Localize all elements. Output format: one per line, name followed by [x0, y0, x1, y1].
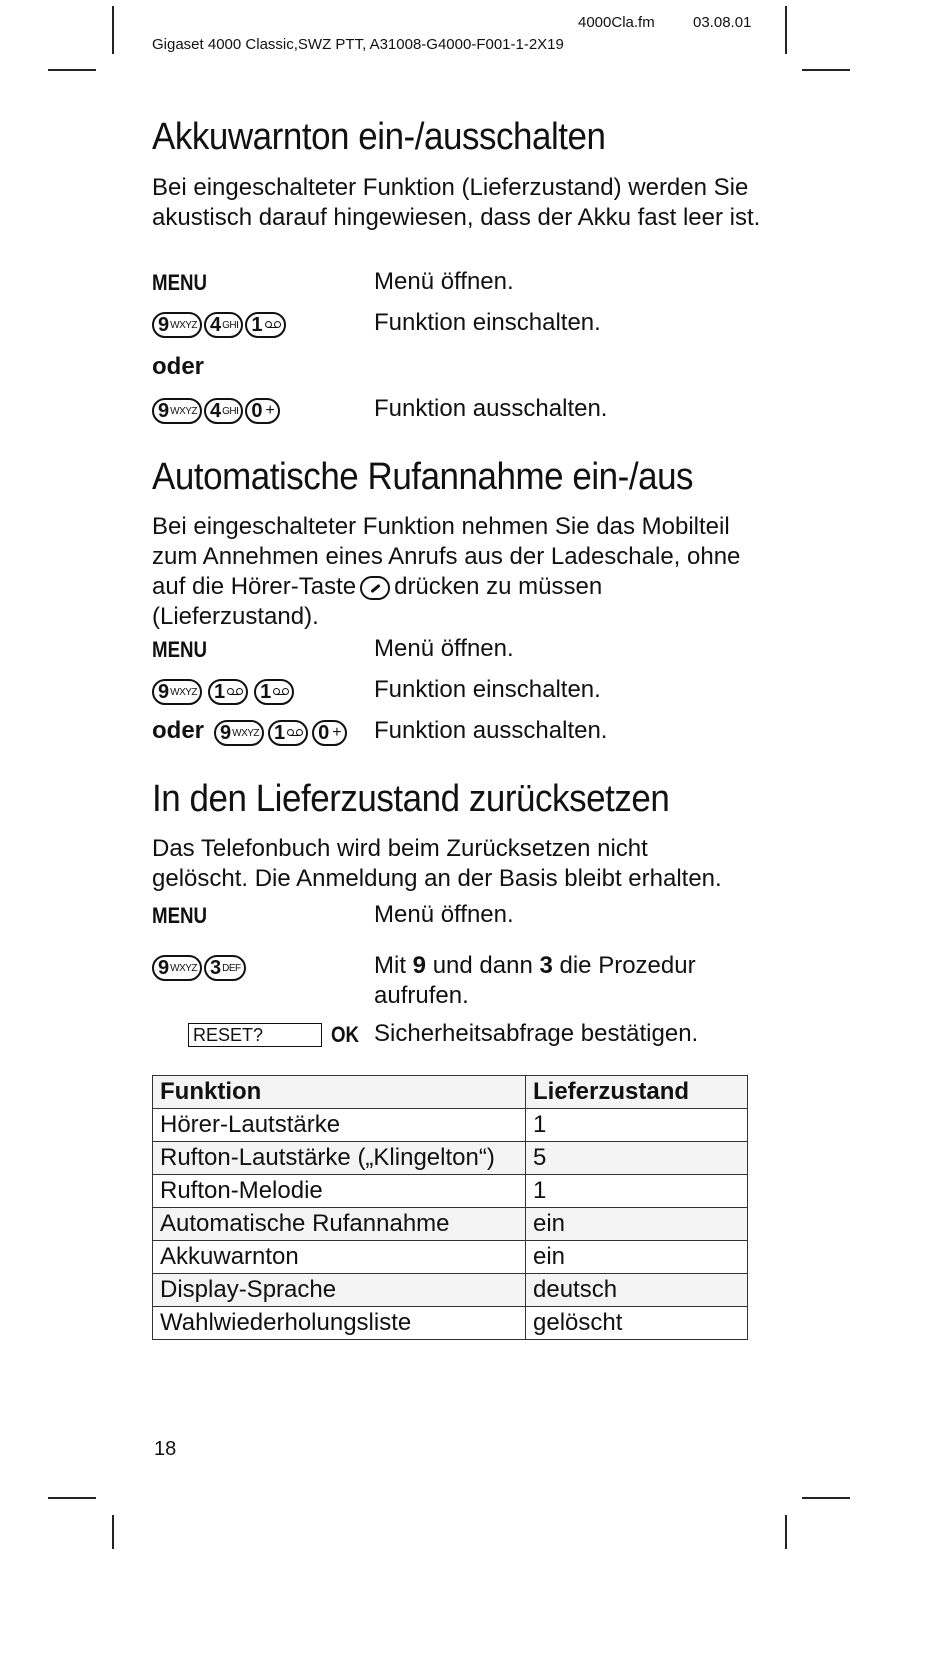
crop-mark: [48, 1497, 96, 1499]
key-9: 9 WXYZ: [152, 955, 202, 981]
key-1: 1: [254, 679, 294, 705]
menu-key: MENU: [152, 903, 208, 928]
table-cell: 5: [526, 1142, 748, 1175]
table-cell: ein: [526, 1241, 748, 1274]
table-cell: 1: [526, 1175, 748, 1208]
table-cell: Display-Sprache: [153, 1274, 526, 1307]
crop-mark: [802, 69, 850, 71]
step-description: Mit 9 und dann 3 die Prozedur aufrufen.: [374, 952, 696, 1009]
table-row: [153, 1274, 748, 1307]
table-header: Funktion: [153, 1076, 526, 1109]
crop-mark: [785, 6, 787, 54]
voicemail-icon: [273, 688, 289, 696]
key-0: 0 +: [245, 398, 279, 424]
key-sequence: [152, 312, 286, 338]
key-sequence: [152, 398, 280, 424]
table-cell: Rufton-Melodie: [153, 1175, 526, 1208]
table-cell: gelöscht: [526, 1307, 748, 1340]
header-filename: 4000Cla.fm: [578, 14, 655, 31]
step-description: Funktion ausschalten.: [374, 717, 608, 744]
section-intro: Das Telefonbuch wird beim Zurücksetzen nicht gelöscht. Die Anmeldung an der Basis bleibt erhalten.: [152, 835, 722, 892]
key-sequence: [214, 720, 347, 746]
ok-key: OK: [331, 1022, 360, 1047]
oder-label: oder: [152, 353, 205, 380]
key-1: 1: [268, 720, 308, 746]
section-title: In den Lieferzustand zurücksetzen: [152, 778, 670, 820]
voicemail-icon: [287, 729, 303, 737]
voicemail-icon: [227, 688, 243, 696]
section-intro: Bei eingeschalteter Funktion (Lieferzustand) werden Sie akustisch darauf hingewiesen, dass der Akku fast leer ist.: [152, 174, 761, 231]
table-cell: Automatische Rufannahme: [153, 1208, 526, 1241]
key-4: 4 GHI: [204, 312, 243, 338]
key-9: 9 WXYZ: [214, 720, 264, 746]
menu-key: MENU: [152, 270, 208, 295]
default-settings-table: [152, 1075, 748, 1340]
table-row: [153, 1208, 748, 1241]
step-description: Funktion ausschalten.: [374, 395, 608, 422]
header-date: 03.08.01: [693, 14, 752, 31]
section-intro: Bei eingeschalteter Funktion nehmen Sie das Mobilteil zum Annehmen eines Anrufs aus der Ladeschale, ohne auf die Hörer-Taste drücken zu müssen (Lieferzustand).: [152, 513, 741, 630]
step-description: Funktion einschalten.: [374, 676, 601, 703]
key-sequence: [152, 679, 294, 705]
display-field: RESET?: [188, 1023, 322, 1047]
table-cell: deutsch: [526, 1274, 748, 1307]
crop-mark: [48, 69, 96, 71]
key-4: 4 GHI: [204, 398, 243, 424]
table-header-row: [153, 1076, 748, 1109]
table-cell: Hörer-Lautstärke: [153, 1109, 526, 1142]
menu-key: MENU: [152, 637, 208, 662]
key-3: 3 DEF: [204, 955, 246, 981]
page-number: 18: [154, 1438, 177, 1460]
step-description: Menü öffnen.: [374, 635, 514, 662]
table-cell: ein: [526, 1208, 748, 1241]
step-description: Menü öffnen.: [374, 901, 514, 928]
crop-mark: [785, 1515, 787, 1549]
key-0: 0 +: [312, 720, 346, 746]
key-9: 9 WXYZ: [152, 312, 202, 338]
table-row: [153, 1241, 748, 1274]
table-header: Lieferzustand: [526, 1076, 748, 1109]
crop-mark: [802, 1497, 850, 1499]
section-title: Akkuwarnton ein-/ausschalten: [152, 116, 606, 158]
section-title: Automatische Rufannahme ein-/aus: [152, 456, 694, 498]
table-row: [153, 1175, 748, 1208]
table-cell: Akkuwarnton: [153, 1241, 526, 1274]
key-9: 9 WXYZ: [152, 679, 202, 705]
key-1: 1: [208, 679, 248, 705]
header-doc-ref: Gigaset 4000 Classic,SWZ PTT, A31008-G4000-F001-1-2X19: [152, 36, 564, 53]
key-sequence: [152, 955, 246, 981]
step-description: Menü öffnen.: [374, 268, 514, 295]
step-description: Sicherheitsabfrage bestätigen.: [374, 1020, 699, 1047]
table-cell: 1: [526, 1109, 748, 1142]
table-row: [153, 1142, 748, 1175]
voicemail-icon: [265, 321, 281, 329]
key-1: 1: [245, 312, 285, 338]
step-description: Funktion einschalten.: [374, 309, 601, 336]
table-cell: Wahlwiederholungsliste: [153, 1307, 526, 1340]
crop-mark: [112, 6, 114, 54]
key-9: 9 WXYZ: [152, 398, 202, 424]
table-row: [153, 1307, 748, 1340]
handset-key-icon: [360, 576, 390, 600]
crop-mark: [112, 1515, 114, 1549]
table-row: [153, 1109, 748, 1142]
table-cell: Rufton-Lautstärke („Klingelton“): [153, 1142, 526, 1175]
oder-label: oder: [152, 717, 205, 744]
